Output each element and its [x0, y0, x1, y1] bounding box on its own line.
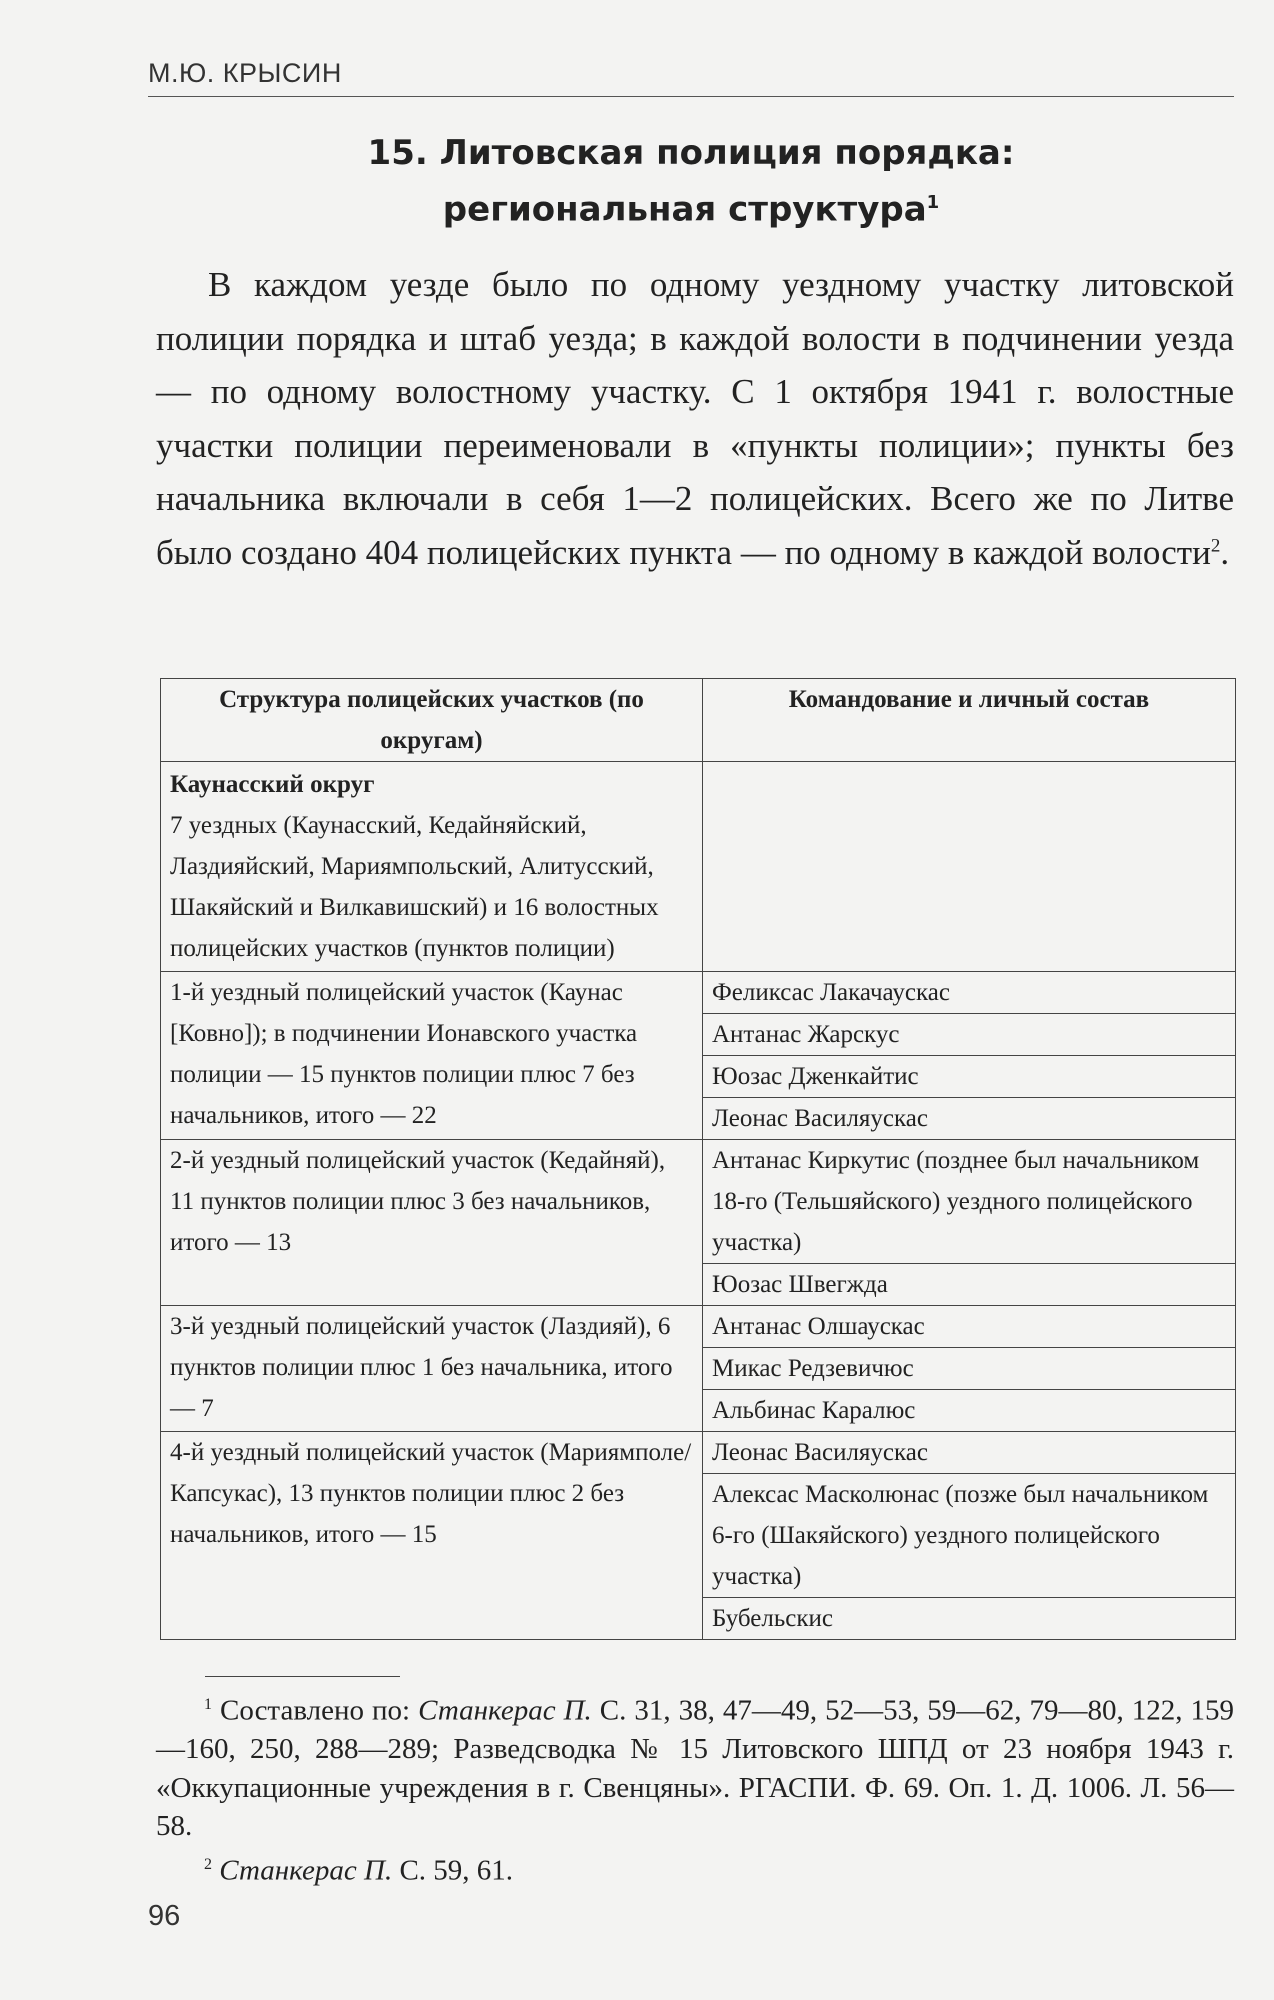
structure-cell: 4-й уездный полицейский участок (Мариямполе/Капсукас), 13 пунктов полиции плюс 2 без начальников, итого — 15	[161, 1432, 703, 1640]
structure-cell: 3-й уездный полицейский участок (Лаздияй), 6 пунктов полиции плюс 1 без начальника, итого — 7	[161, 1306, 703, 1432]
staff-cell: Феликсас Лакачаускас	[703, 972, 1236, 1014]
table-row	[161, 1432, 1236, 1474]
footnote-mark: 1	[204, 1696, 212, 1713]
staff-cell: Альбинас Каралюс	[703, 1390, 1236, 1432]
footnote-1: $^1$ Составлено по: Станкерас П. С. 31, 38, 47—49, 52—53, 59—62, 79—80, 122, 159—160, 250, 288—289; Разведсводка № 15 Литовского ШПД от 23 ноября 1943 г. «Оккупационные учреждения в г. Свенцяны». РГАСПИ. Ф. 69. Оп. 1. Д. 1006. Л. 56—58.	[156, 1694, 1235, 1843]
staff-cell: Антанас Жарскус	[703, 1014, 1236, 1056]
district-cell	[161, 762, 703, 972]
table-row	[161, 762, 1236, 972]
table-row	[161, 1140, 1236, 1264]
staff-cell: Микас Редзевичюс	[703, 1348, 1236, 1390]
structure-cell: 1-й уездный полицейский участок (Каунас [Ковно]); в подчинении Ионавского участка полиции — 15 пунктов полиции плюс 7 без начальников, итого — 22	[161, 972, 703, 1140]
body-paragraph: В каждом уезде было по одному уездному участку литовской полиции порядка и штаб уезда; в каждой волости в подчинении уезда — по одному волостному участку. С 1 октября 1941 г. волостные участки полиции переименовали в «пункты полиции»; пункты без начальника включали в себя 1—2 полицейских. Всего же по Литве было создано 404 полицейских пункта — по одному в каждой волости$^2$.	[156, 265, 1234, 572]
district-description: 7 уездных (Каунасский, Кедайняйский, Лаздияйский, Мариямпольский, Алитусский, Шакяйский и Вилкавишский) и 16 волостных полицейских участков (пунктов полиции)	[170, 812, 659, 962]
footnote-2: $^2$ Станкерас П. С. 59, 61.	[204, 1854, 514, 1887]
header-rule	[148, 96, 1234, 97]
section-title-line-1: 15. Литовская полиция порядка:	[367, 133, 1015, 173]
staff-cell: Антанас Олшаускас	[703, 1306, 1236, 1348]
running-head: М.Ю. КРЫСИН	[148, 58, 342, 88]
staff-cell: Антанас Киркутис (позднее был начальником 18-го (Тельшяйского) уездного полицейского участка)	[703, 1140, 1236, 1264]
section-title	[148, 128, 1234, 234]
page-number: 96	[148, 1900, 181, 1932]
structure-cell: 2-й уездный полицейский участок (Кедайняй), 11 пунктов полиции плюс 3 без начальников, итого — 13	[161, 1140, 703, 1306]
table-row	[161, 1306, 1236, 1348]
footnote-rule	[205, 1676, 400, 1677]
staff-cell: Юозас Швегжда	[703, 1264, 1236, 1306]
staff-cell: Леонас Василяускас	[703, 1432, 1236, 1474]
staff-cell: Бубельскис	[703, 1598, 1236, 1640]
footnotes	[156, 1686, 1234, 1890]
table-row	[161, 972, 1236, 1014]
district-name: Каунасский округ	[170, 771, 375, 798]
section-title-line-2: региональная структура$^1$	[442, 189, 940, 230]
police-structure-table	[160, 678, 1236, 1640]
staff-cell: Леонас Василяускас	[703, 1098, 1236, 1140]
district-staff-cell	[703, 762, 1236, 972]
staff-cell: Алексас Масколюнас (позже был начальником 6-го (Шакяйского) уездного полицейского участка)	[703, 1474, 1236, 1598]
table-header-row	[161, 679, 1236, 762]
footnote-mark: 2	[204, 1855, 212, 1873]
title-footnote-ref[interactable]: 1	[926, 192, 940, 213]
header-structure: Структура полицейских участков (по округам)	[161, 679, 703, 762]
paragraph-footnote-ref[interactable]: 2	[1210, 534, 1221, 556]
staff-cell: Юозас Дженкайтис	[703, 1056, 1236, 1098]
header-staff: Командование и личный состав	[703, 679, 1236, 762]
